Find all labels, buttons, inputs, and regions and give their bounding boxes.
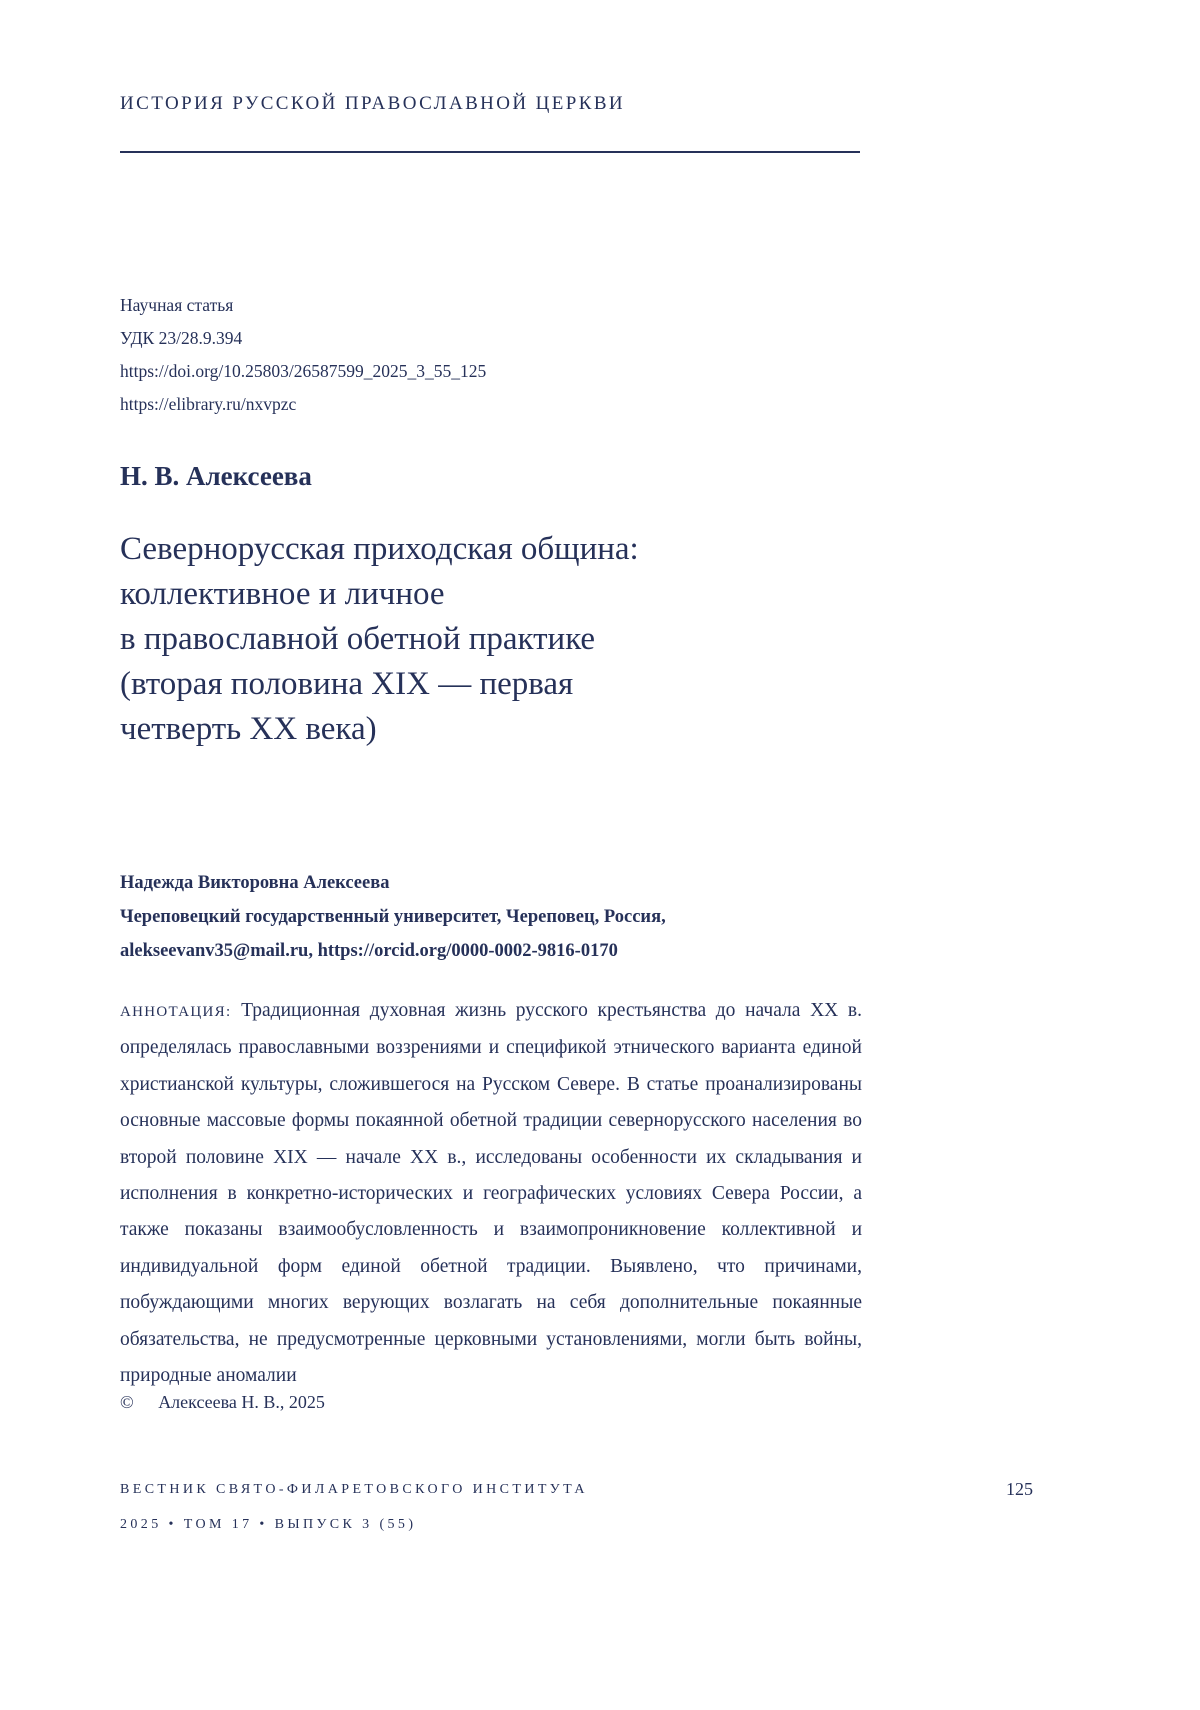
author-affiliation: Череповецкий государственный университет, Череповец, Россия, [120, 907, 666, 927]
article-title-line: Севернорусская приходская община: [120, 531, 639, 567]
doi-link[interactable]: https://doi.org/10.25803/26587599_2025_3_55_125 [120, 361, 487, 381]
abstract-label: АННОТАЦИЯ: [120, 1004, 232, 1020]
article-title-line: (вторая половина XIX — первая [120, 666, 574, 702]
article-type: Научная статья [120, 295, 234, 315]
author-info-block [120, 866, 666, 968]
article-title [120, 527, 880, 752]
elibrary-link[interactable]: https://elibrary.ru/nxvpzc [120, 394, 297, 414]
footer-issue-info: 2025 • ТОМ 17 • ВЫПУСК 3 (55) [120, 1517, 417, 1532]
copyright-sign: © [120, 1392, 134, 1412]
article-title-line: коллективное и личное [120, 576, 445, 612]
footer-journal-name: ВЕСТНИК СВЯТО-ФИЛАРЕТОВСКОГО ИНСТИТУТА [120, 1482, 588, 1497]
rubric-divider [120, 151, 860, 153]
copyright-line [120, 1392, 325, 1413]
page-number: 125 [1006, 1479, 1033, 1499]
abstract [120, 993, 862, 1394]
udc-number: УДК 23/28.9.394 [120, 328, 243, 348]
author-contacts[interactable]: alekseevanv35@mail.ru, https://orcid.org/0000-0002-9816-0170 [120, 941, 618, 961]
article-title-line: четверть XX века) [120, 711, 377, 747]
copyright-text: Алексеева Н. В., 2025 [158, 1392, 325, 1412]
article-title-line: в православной обетной практике [120, 621, 596, 657]
article-meta [120, 289, 486, 421]
author-name-short: Н. В. Алексеева [120, 461, 312, 491]
abstract-text: Традиционная духовная жизнь русского крестьянства до начала XX в. определялась православными воззрениями и спецификой этнического варианта единой христианской культуры, сложившегося на Русском Севере. В статье проанализированы основные массовые формы покаянной обетной традиции севернорусского населения во второй половине XIX — начале XX в., исследованы особенности их складывания и исполнения в конкретно-исторических и географических условиях Севера России, а также показаны взаимообусловленность и взаимопроникновение коллективной и индивидуальной форм единой обетной традиции. Выявлено, что причинами, побуждающими многих верующих возлагать на себя дополнительные покаянные обязательства, не предусмотренные церковными установлениями, могли быть войны, природные аномалии [120, 1000, 862, 1387]
rubric-title: ИСТОРИЯ РУССКОЙ ПРАВОСЛАВНОЙ ЦЕРКВИ [120, 93, 626, 114]
author-full-name: Надежда Викторовна Алексеева [120, 873, 390, 893]
